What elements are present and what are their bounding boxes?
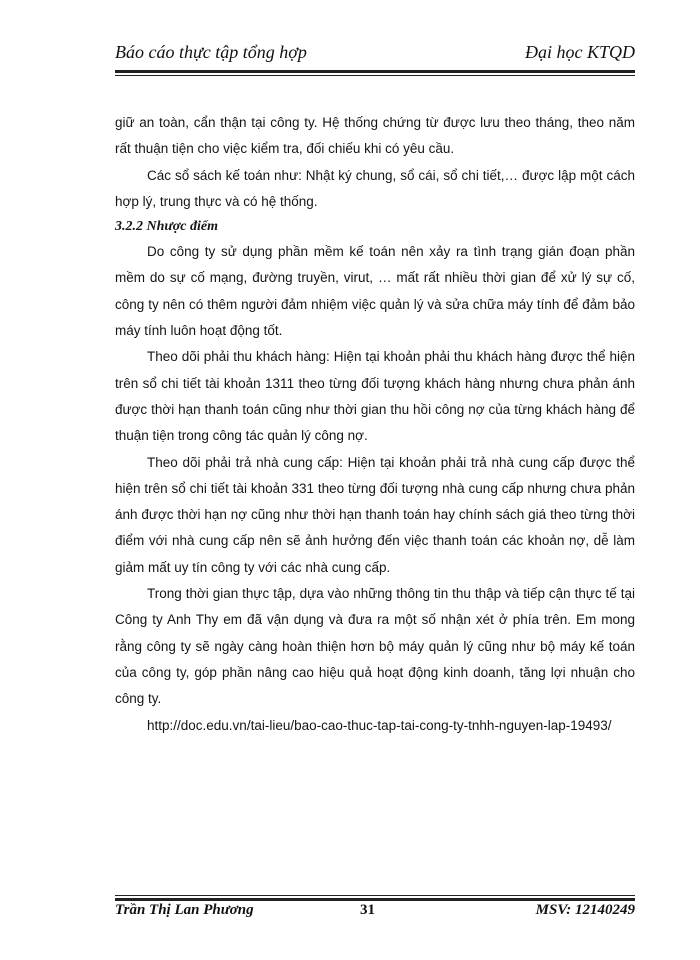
header-university: Đại học KTQD [524,42,635,62]
section-heading-weaknesses: 3.2.2 Nhược điểm [115,219,219,235]
paragraph-storage: giữ an toàn, cẩn thận tại công ty. Hệ thống chứng từ được lưu theo tháng, theo năm rất thuận tiện cho việc kiểm tra, đối chiếu khi có yêu cầu. [115,115,635,157]
paragraph-receivables: Theo dõi phải thu khách hàng: Hiện tại khoản phải thu khách hàng được thể hiện trên sổ chi tiết tài khoản 1311 theo từng đối tượng khách hàng nhưng chưa phản ánh được thời hạn thanh toán cũng như thời gian thu hồi công nợ của từng khách hàng để thuận tiện trong công tác quản lý công nợ. [115,349,635,444]
paragraph-payables: Theo dõi phải trả nhà cung cấp: Hiện tại khoản phải trả nhà cung cấp được thể hiện trên sổ chi tiết tài khoản 331 theo từng đối tượng nhà cung cấp nhưng chưa phản ánh được thời hạn nợ cũng như thời hạn thanh toán hay chính sách giá theo từng thời điểm với nhà cung cấp nên sẽ ảnh hưởng đến việc thanh toán các khoản nợ, dễ làm giảm mất uy tín công ty với các nhà cung cấp. [115,454,635,575]
page-number: 31 [360,902,375,918]
page-body [115,110,635,739]
paragraph-conclusion: Trong thời gian thực tập, dựa vào những thông tin thu thập và tiếp cận thực tế tại Công ty Anh Thy em đã vận dụng và đưa ra một số nhận xét ở phía trên. Em mong rằng công ty sẽ ngày càng hoàn thiện hơn bộ máy quản lý cũng như bộ máy kế toán của công ty, góp phần nâng cao hiệu quả hoạt động kinh doanh, tăng lợi nhuận cho công ty. [115,586,635,707]
paragraph-software-issues: Do công ty sử dụng phần mềm kế toán nên xảy ra tình trạng gián đoạn phần mềm do sự cố mạng, đường truyền, virut, … mất rất nhiều thời gian để xử lý sự cố, công ty nên có thêm người đảm nhiệm việc quản lý và sửa chữa máy tính để đảm bảo máy tính luôn hoạt động tốt. [115,244,635,339]
paragraph-accounting-books: Các sổ sách kế toán như: Nhật ký chung, sổ cái, sổ chi tiết,… được lập một cách hợp lý, trung thực và có hệ thống. [115,167,635,209]
source-url: http://doc.edu.vn/tai-lieu/bao-cao-thuc-tap-tai-cong-ty-tnhh-nguyen-lap-19493/ [147,717,612,733]
footer-rule-thick [115,898,635,901]
footer-rule-thin [115,895,635,896]
header-rule-thin [115,75,635,76]
footer-author: Trần Thị Lan Phương [115,902,254,918]
page-footer [115,902,635,926]
page-header [115,40,635,70]
header-report-title: Báo cáo thực tập tổng hợp [115,42,307,62]
header-rule-thick [115,70,635,73]
footer-student-id: MSV: 12140249 [535,902,635,918]
